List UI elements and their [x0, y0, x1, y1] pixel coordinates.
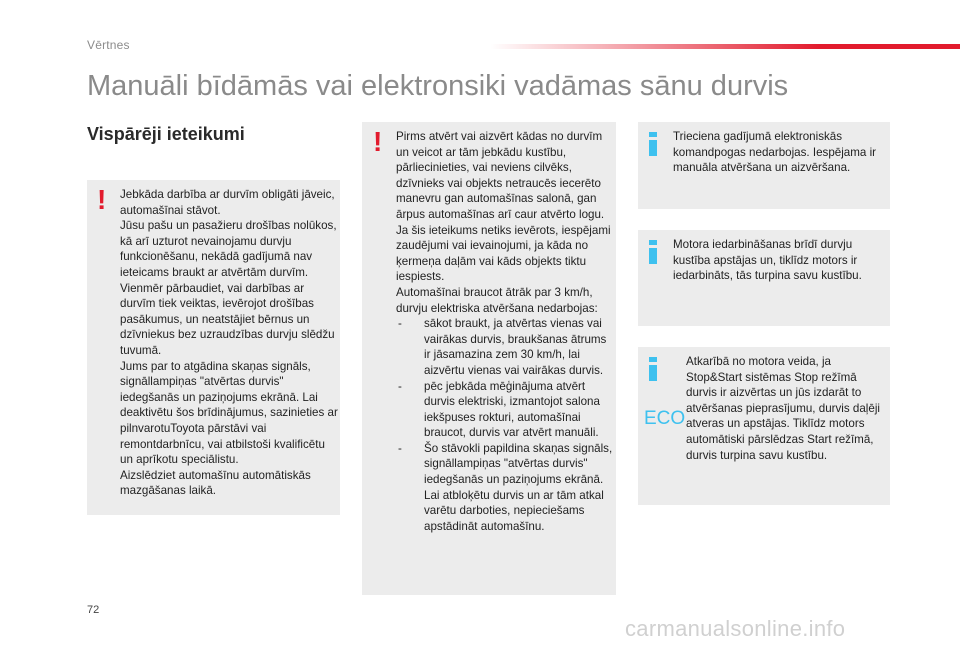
paragraph: Ja šis ieteikums netiks ievērots, iespējami zaudējumi vai ievainojumi, ja kāda no ķermeņa daļām vai kāds objekts tiktu iespiests. — [396, 223, 611, 284]
page-number: 72 — [87, 604, 100, 616]
paragraph: Vienmēr pārbaudiet, vai darbības ar durvīm tiek veiktas, ievērojot drošības pasākumus, un neatstājiet bērnus un dzīvniekus bez uzraudzības durvju slēdžu tuvumā. — [120, 281, 335, 357]
warning-icon: ! — [373, 126, 383, 157]
warning-icon: ! — [97, 184, 107, 215]
collision-info-text: Trieciena gadījumā elektroniskās komandpogas nedarbojas. Iespējama ir manuāla atvēršana un aizvēršana. — [673, 130, 877, 175]
stop-start-info-text: Atkarībā no motora veida, ja Stop&Start sistēmas Stop režīmā durvis ir aizvērtas un jūs izdarāt to atvēršanas pieprasījumu, durvis daļēji atveras un apstājas. Tiklīdz motors automātiski pārslēdzas Start režīmā, durvis turpina savu kustību. — [686, 355, 880, 462]
info-icon — [649, 357, 657, 381]
general-advice-box — [87, 180, 340, 515]
list-item: - pēc jebkāda mēģinājuma atvērt durvis elektriski, izmantojot salona iekšpuses rokturi, automašīnai braucot, durvis var atvērt manuāli. — [396, 379, 613, 441]
list-item: - Šo stāvokli papildina skaņas signāls, signāllampiņas "atvērtas durvis" iedegšanās un paziņojums ekrānā. Lai atbloķētu durvis un ar tām atkal varētu darboties, nepieciešams apstādināt automašīnu. — [396, 441, 613, 535]
eco-icon: ECO — [644, 408, 686, 429]
header-accent-bar — [490, 44, 960, 49]
paragraph: Aizslēdziet automašīnu automātiskās mazgāšanas laikā. — [120, 468, 311, 498]
watermark: carmanualsonline.info — [625, 616, 846, 641]
page-title: Manuāli bīdāmās vai elektronsiki vadāmas sānu durvis — [87, 70, 789, 102]
general-advice-text — [120, 187, 338, 499]
motor-start-info-text: Motora iedarbināšanas brīdī durvju kustība apstājas un, tiklīdz motors ir iedarbināts, tās turpina savu kustību. — [673, 238, 862, 283]
list-item: - sākot braukt, ja atvērtas vienas vai vairākas durvis, braukšanas ātrums ir jāsamazina zem 30 km/h, lai aizvērtu vienas vai vairākas durvis. — [396, 316, 613, 378]
section-heading: Vispārēji ieteikumi — [87, 124, 245, 144]
motor-start-info-box — [638, 230, 890, 326]
info-icon — [649, 132, 657, 156]
paragraph: Jums par to atgādina skaņas signāls, signāllampiņas "atvērtas durvis" iedegšanās un paziņojums ekrānā. Lai deaktivētu šos brīdinājumus, sazinieties ar pilnvarotuToyota pārstāvi vai remontdarbnīcu, vai atbilstoši kvalificētu un aprīkotu speciālistu. — [120, 359, 338, 467]
paragraph: Jebkāda darbība ar durvīm obligāti jāveic, automašīnai stāvot. — [120, 188, 335, 217]
before-opening-text — [396, 129, 613, 534]
header-label: Vērtnes — [87, 38, 130, 52]
paragraph: Pirms atvērt vai aizvērt kādas no durvīm un veicot ar tām jebkādu kustību, pārliecinieties, vai neviens cilvēks, dzīvnieks vai objekts netraucēs iecerēto manevru gan automašīnas salonā, gan ārpus automašīnas arī caur atvērto logu. — [396, 130, 605, 221]
before-opening-box — [362, 122, 616, 595]
paragraph: Automašīnai braucot ātrāk par 3 km/h, durvju elektriska atvēršana nedarbojas: — [396, 285, 598, 315]
paragraph: Jūsu pašu un pasažieru drošības nolūkos, kā arī uzturot nevainojamu durvju funkcionēšanu, nekādā gadījumā nav ieteicams braukt ar atvērtām durvīm. — [120, 219, 337, 279]
collision-info-box — [638, 122, 890, 209]
conditions-list — [396, 316, 613, 534]
info-icon — [649, 240, 657, 264]
